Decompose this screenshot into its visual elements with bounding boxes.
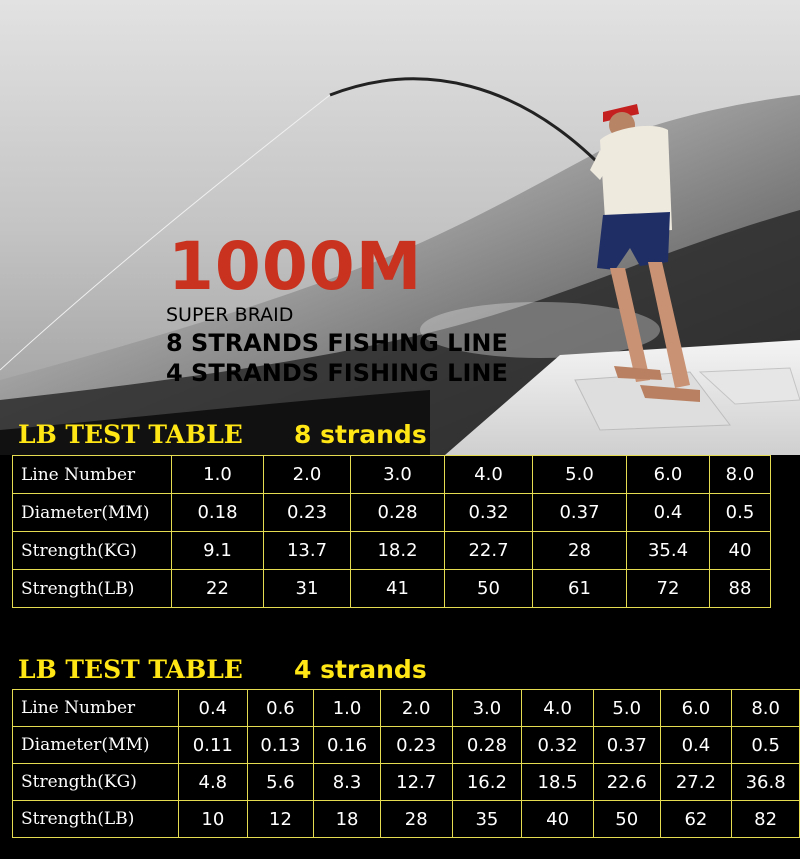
table-cell: 2.0 [264,456,351,494]
table-cell: 0.16 [314,727,381,764]
table-row [13,532,771,570]
table-cell: 0.5 [710,494,771,532]
table-cell: 10 [179,801,248,838]
table-subtitle-4-strands: 4 strands [294,655,427,684]
table-cell: 35.4 [627,532,710,570]
table-subtitle-8-strands: 8 strands [294,420,427,449]
table-row [13,690,800,727]
table-cell: 1.0 [314,690,381,727]
table-cell: 41 [351,570,445,608]
table-cell: 18.2 [351,532,445,570]
table-cell: 0.28 [351,494,445,532]
table-cell: 8.3 [314,764,381,801]
table-cell: 0.37 [593,727,660,764]
table-cell: 16.2 [452,764,522,801]
table-cell: 0.23 [264,494,351,532]
headline-length: 1000M [168,228,423,305]
row-header-diameter: Diameter(MM) [13,727,179,764]
table-cell: 40 [710,532,771,570]
table-cell: 35 [452,801,522,838]
table-title-label: LB TEST TABLE [18,420,243,449]
table-title-8-strands [18,420,427,449]
table-cell: 0.5 [732,727,800,764]
table-cell: 31 [264,570,351,608]
tagline-4-strands: 4 STRANDS FISHING LINE [166,359,508,387]
table-cell: 27.2 [660,764,732,801]
table-cell: 0.13 [247,727,314,764]
table-cell: 0.4 [660,727,732,764]
table-row [13,727,800,764]
row-header-line-number: Line Number [13,690,179,727]
row-header-strength-lb: Strength(LB) [13,801,179,838]
table-cell: 40 [522,801,594,838]
table-cell: 5.0 [593,690,660,727]
table-cell: 0.18 [172,494,264,532]
table-title-label: LB TEST TABLE [18,655,243,684]
table-cell: 12 [247,801,314,838]
row-header-strength-kg: Strength(KG) [13,764,179,801]
table-cell: 2.0 [380,690,452,727]
table-row [13,456,771,494]
row-header-line-number: Line Number [13,456,172,494]
table-cell: 50 [593,801,660,838]
table-cell: 22.6 [593,764,660,801]
table-cell: 72 [627,570,710,608]
table-cell: 6.0 [660,690,732,727]
row-header-strength-kg: Strength(KG) [13,532,172,570]
table-row [13,494,771,532]
table-cell: 0.28 [452,727,522,764]
table-cell: 4.0 [522,690,594,727]
table-cell: 62 [660,801,732,838]
table-cell: 50 [445,570,533,608]
table-row [13,570,771,608]
table-cell: 0.32 [445,494,533,532]
lb-test-table-4-strands [12,689,800,838]
table-cell: 0.37 [533,494,627,532]
table-cell: 5.0 [533,456,627,494]
row-header-strength-lb: Strength(LB) [13,570,172,608]
table-cell: 3.0 [452,690,522,727]
table-cell: 8.0 [732,690,800,727]
table-cell: 61 [533,570,627,608]
table-cell: 13.7 [264,532,351,570]
table-cell: 0.11 [179,727,248,764]
table-cell: 4.0 [445,456,533,494]
table-cell: 82 [732,801,800,838]
table-cell: 22.7 [445,532,533,570]
table-cell: 12.7 [380,764,452,801]
table-cell: 4.8 [179,764,248,801]
table-cell: 5.6 [247,764,314,801]
table-cell: 0.4 [179,690,248,727]
table-cell: 22 [172,570,264,608]
table-cell: 9.1 [172,532,264,570]
table-cell: 1.0 [172,456,264,494]
tagline-8-strands: 8 STRANDS FISHING LINE [166,329,508,357]
table-cell: 0.23 [380,727,452,764]
table-title-4-strands [18,655,427,684]
table-cell: 8.0 [710,456,771,494]
table-cell: 0.4 [627,494,710,532]
table-cell: 18.5 [522,764,594,801]
table-cell: 88 [710,570,771,608]
table-cell: 0.32 [522,727,594,764]
table-row [13,801,800,838]
table-cell: 28 [380,801,452,838]
table-cell: 36.8 [732,764,800,801]
table-cell: 6.0 [627,456,710,494]
table-cell: 18 [314,801,381,838]
table-cell: 0.6 [247,690,314,727]
lb-test-table-8-strands [12,455,771,608]
tagline-super-braid: SUPER BRAID [166,304,294,326]
row-header-diameter: Diameter(MM) [13,494,172,532]
table-cell: 28 [533,532,627,570]
table-cell: 3.0 [351,456,445,494]
table-row [13,764,800,801]
